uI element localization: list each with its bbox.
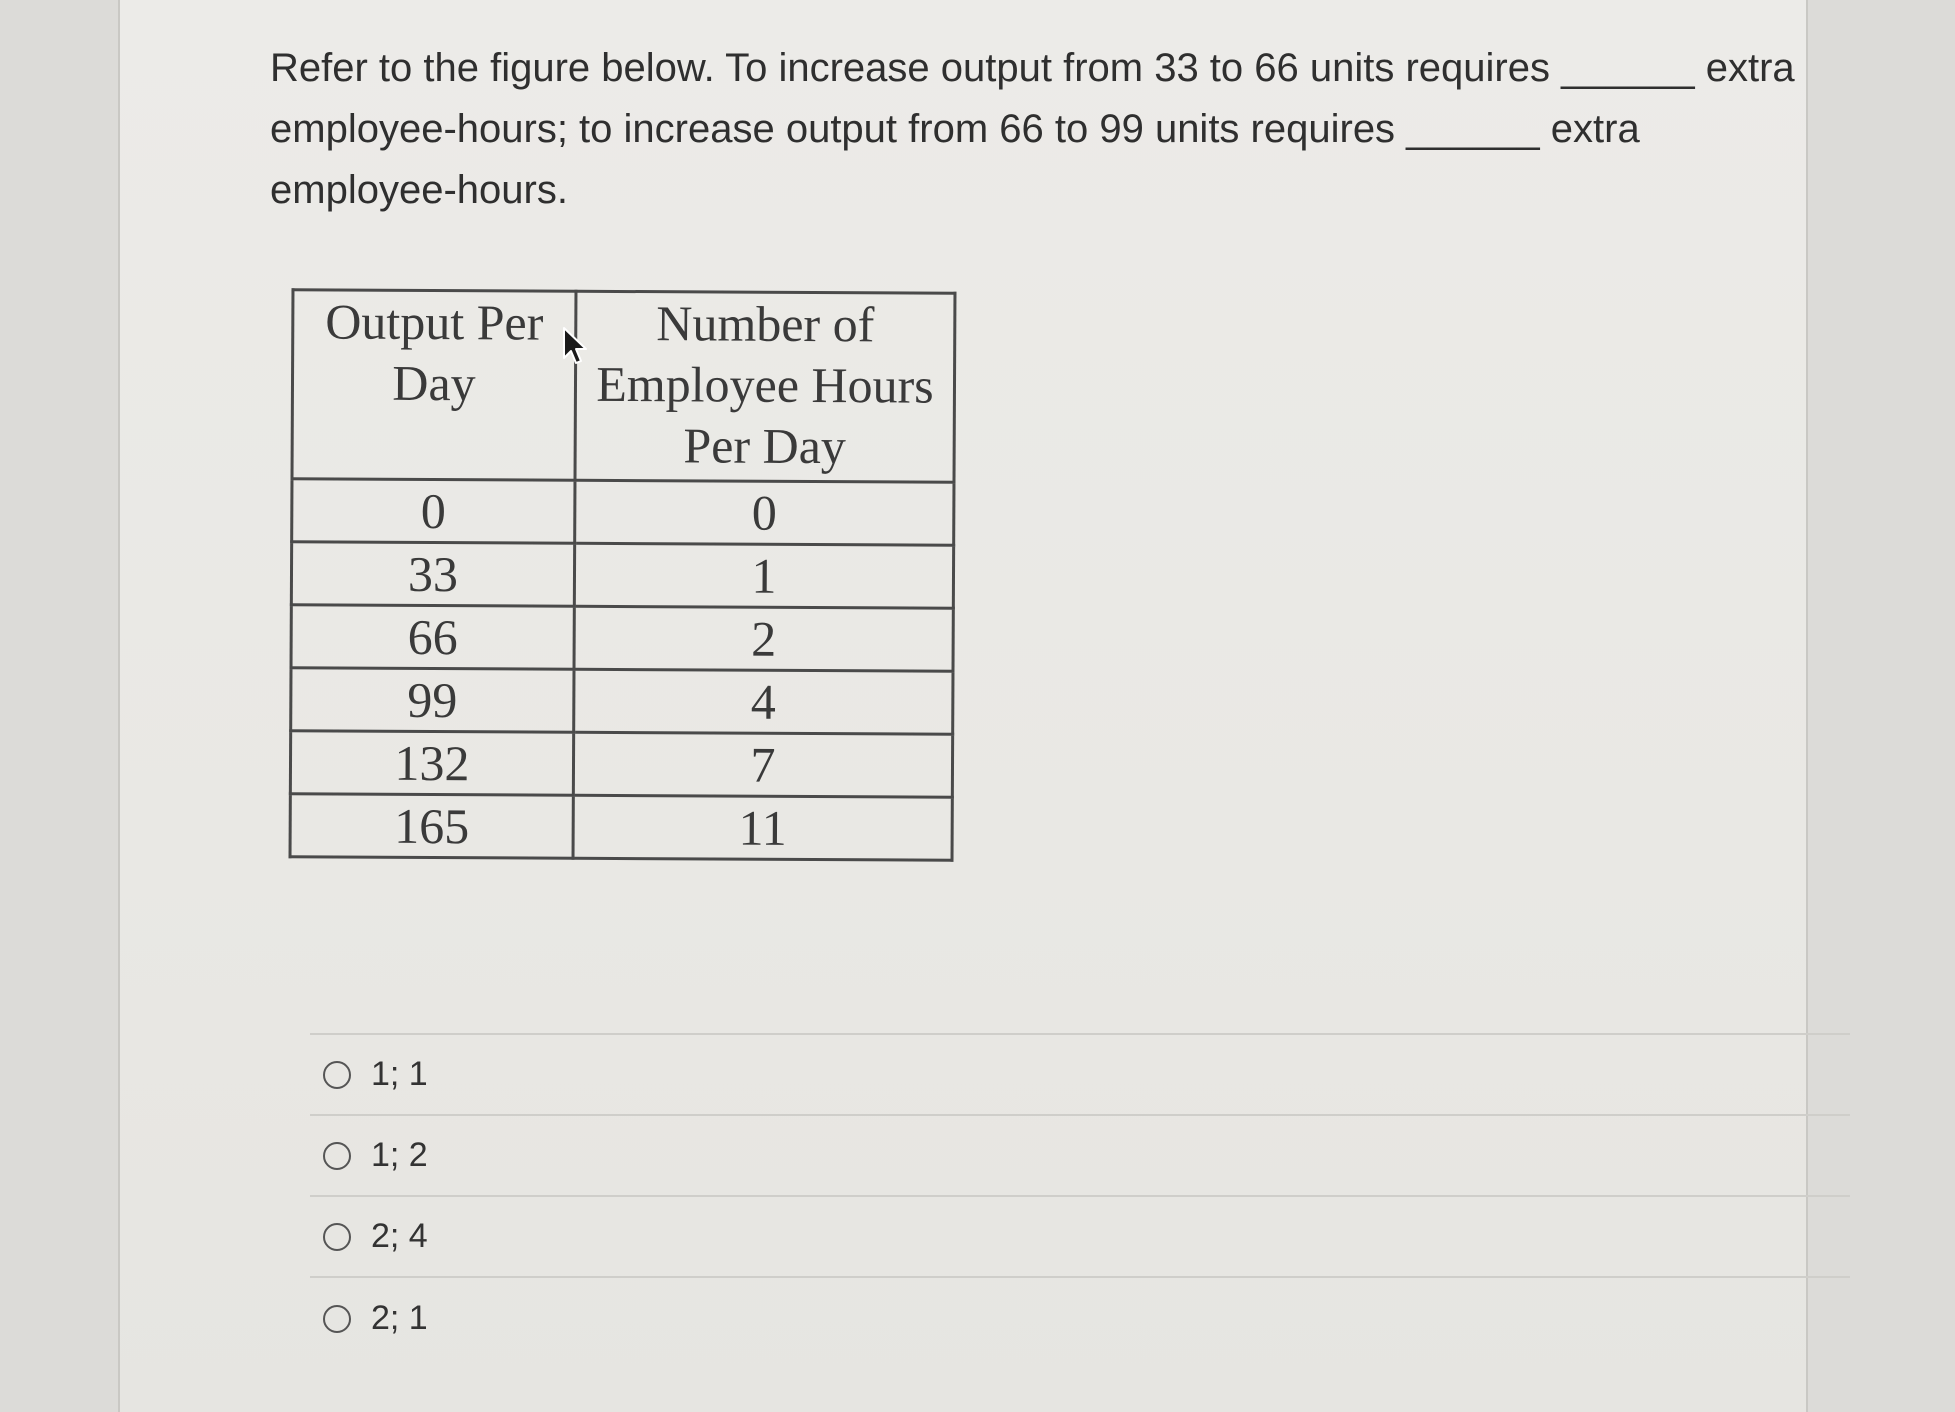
table-cell: 66 [291, 605, 574, 669]
answer-option-label: 2; 4 [371, 1217, 428, 1255]
table-row [290, 794, 952, 860]
table-row [290, 731, 952, 797]
answer-option[interactable] [310, 1197, 1850, 1278]
table-cell: 11 [573, 795, 952, 860]
table-cell: 99 [291, 668, 574, 732]
table-row [291, 542, 953, 608]
radio-button-icon[interactable] [323, 1061, 351, 1089]
answer-options [310, 1033, 1850, 1359]
answer-option-label: 2; 1 [371, 1299, 428, 1337]
radio-button-icon[interactable] [323, 1305, 351, 1333]
mouse-pointer-icon [562, 326, 590, 366]
table-row [292, 479, 954, 545]
table-row [291, 668, 953, 734]
table-cell: 4 [574, 669, 953, 734]
radio-button-icon[interactable] [323, 1223, 351, 1251]
answer-option[interactable] [310, 1116, 1850, 1197]
answer-option[interactable] [310, 1035, 1850, 1116]
table-cell: 0 [575, 480, 954, 545]
question-panel [118, 0, 1808, 1412]
table-cell: 1 [574, 543, 953, 608]
table-cell: 7 [573, 732, 952, 797]
table-header-hours: Number of Employee Hours Per Day [575, 291, 955, 482]
radio-button-icon[interactable] [323, 1142, 351, 1170]
answer-option[interactable] [310, 1278, 1850, 1359]
table-cell: 33 [291, 542, 574, 606]
answer-option-label: 1; 1 [371, 1055, 428, 1093]
question-text: Refer to the figure below. To increase output from 33 to 66 units requires ______ extra employee-hours; to increase output from 66 to 99 units requires ______ extra employee-hours. [270, 46, 1795, 212]
table-header-row [292, 290, 955, 482]
table-cell: 132 [290, 731, 573, 795]
answer-option-label: 1; 2 [371, 1136, 428, 1174]
table-row [291, 605, 953, 671]
table-cell: 2 [574, 606, 953, 671]
data-table [289, 288, 957, 861]
table-cell: 165 [290, 794, 573, 858]
table-cell: 0 [292, 479, 575, 543]
table-header-output: Output Per Day [292, 290, 576, 480]
